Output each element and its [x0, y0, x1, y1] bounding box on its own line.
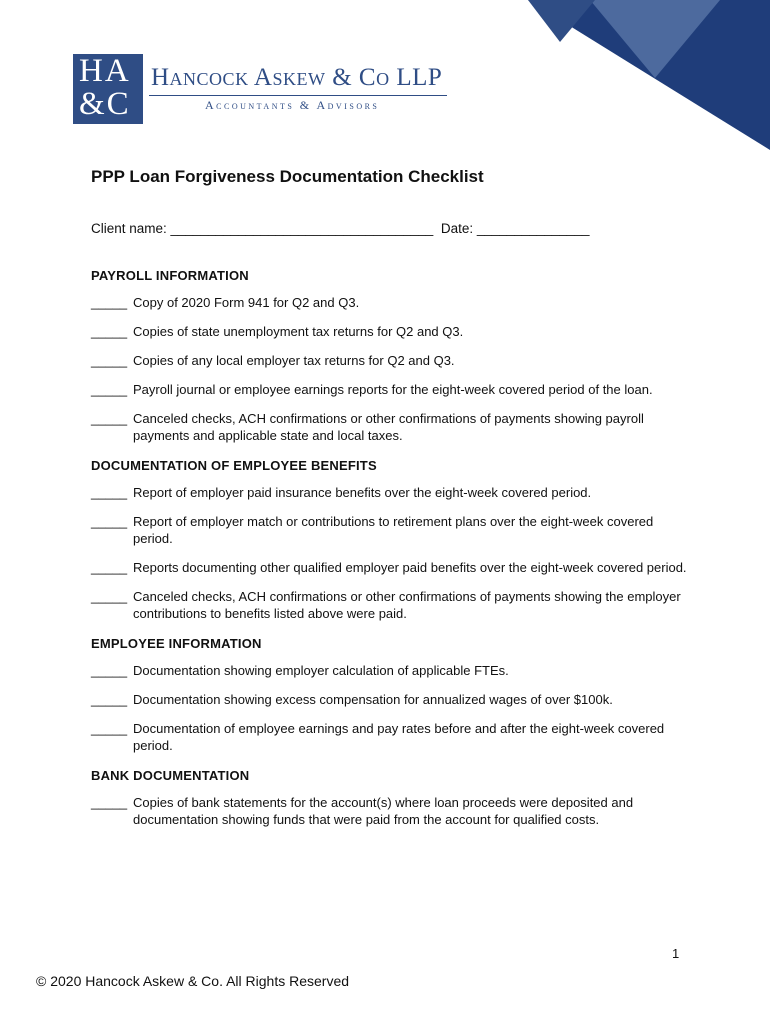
section-heading: PAYROLL INFORMATION: [91, 268, 249, 283]
checklist-item-text: Canceled checks, ACH confirmations or other confirmations of payments showing payroll payments and applicable state and local taxes.: [133, 411, 644, 443]
firm-logo: [73, 54, 453, 126]
checkbox-blank[interactable]: _____: [91, 795, 128, 810]
logo-monogram-bottom: &C: [79, 86, 131, 122]
checklist-item: [91, 588, 691, 622]
checklist-item-text: Report of employer match or contributions to retirement plans over the eight-week covered period.: [133, 514, 654, 546]
checklist-section: [91, 458, 691, 622]
checklist-item-text: Copy of 2020 Form 941 for Q2 and Q3.: [133, 295, 360, 310]
checklist-section: [91, 268, 691, 444]
checklist-item-text: Copies of bank statements for the account(s) where loan proceeds were deposited and documentation showing funds that were paid from the account for qualified costs.: [133, 795, 634, 827]
checkbox-blank[interactable]: _____: [91, 295, 128, 310]
checklist-section: [91, 768, 691, 828]
checklist: [91, 268, 691, 842]
checklist-item-text: Reports documenting other qualified employer paid benefits over the eight-week covered period.: [133, 560, 687, 575]
checklist-item: [91, 662, 691, 679]
checklist-item-text: Documentation showing excess compensation for annualized wages of over $100k.: [133, 692, 613, 707]
page-number: 1: [672, 946, 680, 961]
section-heading: BANK DOCUMENTATION: [91, 768, 250, 783]
checklist-item: [91, 294, 691, 311]
checkbox-blank[interactable]: _____: [91, 721, 128, 736]
checkbox-blank[interactable]: _____: [91, 353, 128, 368]
checkbox-blank[interactable]: _____: [91, 692, 128, 707]
checkbox-blank[interactable]: _____: [91, 589, 128, 604]
document-title: PPP Loan Forgiveness Documentation Checklist: [91, 167, 484, 186]
checklist-item: [91, 720, 691, 754]
logo-monogram-top: HA: [79, 53, 131, 89]
checklist-item-text: Report of employer paid insurance benefits over the eight-week covered period.: [133, 485, 592, 500]
checklist-item-text: Payroll journal or employee earnings reports for the eight-week covered period of the loan.: [133, 382, 653, 397]
checklist-item-text: Canceled checks, ACH confirmations or other confirmations of payments showing the employer contributions to benefits listed above were paid.: [133, 589, 681, 621]
checklist-item: [91, 352, 691, 369]
checklist-item-text: Copies of state unemployment tax returns for Q2 and Q3.: [133, 324, 464, 339]
checkbox-blank[interactable]: _____: [91, 382, 128, 397]
checkbox-blank[interactable]: _____: [91, 324, 128, 339]
checklist-item: [91, 794, 691, 828]
firm-tagline: Accountants & Advisors: [205, 98, 380, 112]
section-heading: DOCUMENTATION OF EMPLOYEE BENEFITS: [91, 458, 377, 473]
checklist-item: [91, 484, 691, 501]
checkbox-blank[interactable]: _____: [91, 663, 128, 678]
section-heading: EMPLOYEE INFORMATION: [91, 636, 262, 651]
checklist-item-text: Documentation showing employer calculation of applicable FTEs.: [133, 663, 509, 678]
checklist-item: [91, 381, 691, 398]
client-name-date-line: Client name: ___________________________________ Date: _______________: [91, 221, 590, 236]
checklist-item-text: Copies of any local employer tax returns for Q2 and Q3.: [133, 353, 455, 368]
checklist-item: [91, 691, 691, 708]
checkbox-blank[interactable]: _____: [91, 411, 128, 426]
checkbox-blank[interactable]: _____: [91, 485, 128, 500]
firm-name: Hancock Askew & Co LLP: [151, 64, 443, 91]
logo-divider: [149, 95, 447, 96]
checkbox-blank[interactable]: _____: [91, 560, 128, 575]
checklist-item: [91, 513, 691, 547]
checkbox-blank[interactable]: _____: [91, 514, 128, 529]
copyright-footer: © 2020 Hancock Askew & Co. All Rights Reserved: [36, 973, 350, 989]
checklist-item: [91, 410, 691, 444]
logo-monogram: [73, 54, 143, 124]
checklist-item: [91, 323, 691, 340]
checklist-item: [91, 559, 691, 576]
checklist-section: [91, 636, 691, 754]
checklist-item-text: Documentation of employee earnings and pay rates before and after the eight-week covered period.: [133, 721, 665, 753]
